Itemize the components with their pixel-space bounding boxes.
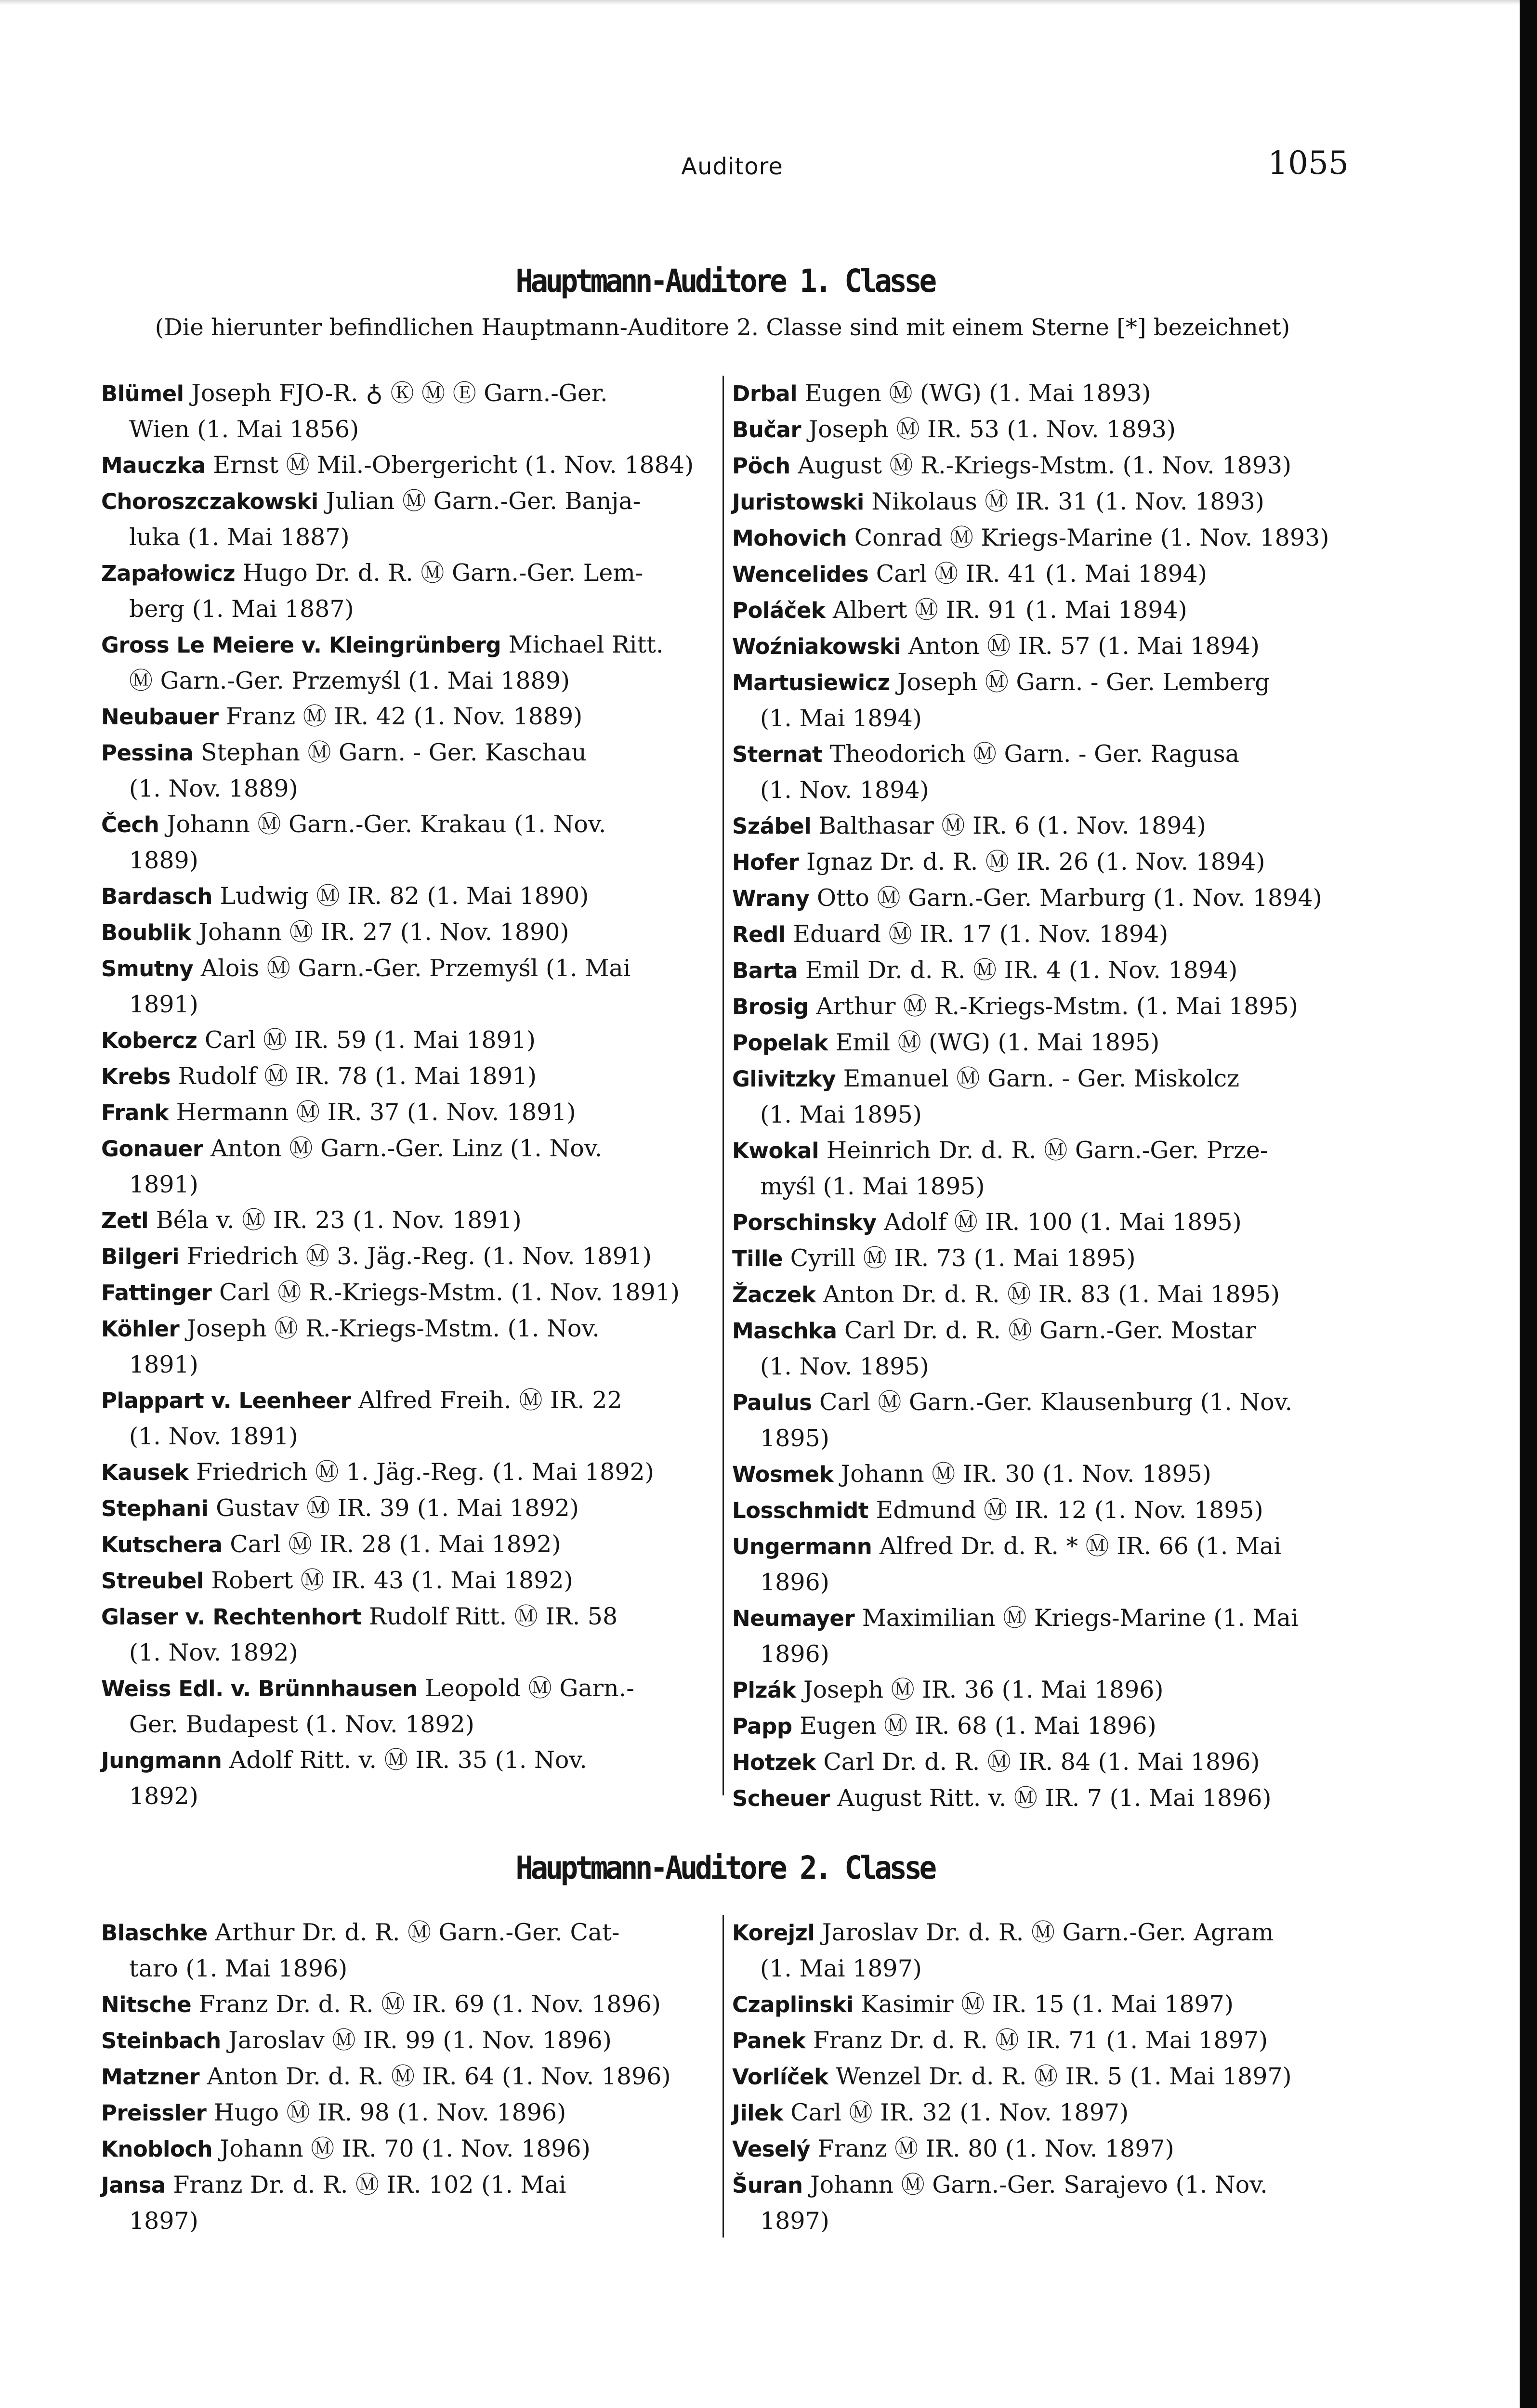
- entry-details: Hermann Ⓜ IR. 37 (1. Nov. 1891): [176, 1099, 576, 1126]
- list-item: [101, 1022, 717, 1059]
- entry-surname: Porschinsky: [732, 1210, 877, 1235]
- list-item: [732, 484, 1348, 520]
- list-item: [101, 1275, 717, 1311]
- entry-surname: Redl: [732, 922, 786, 947]
- entry-surname: Köhler: [101, 1316, 180, 1342]
- entry-details: Alfred Freih. Ⓜ IR. 22: [358, 1387, 622, 1414]
- entry-details: Emanuel Ⓜ Garn. - Ger. Miskolcz: [843, 1065, 1240, 1092]
- entry-surname: Krebs: [101, 1064, 171, 1089]
- entry-details: Friedrich Ⓜ 1. Jäg.-Reg. (1. Mai 1892): [196, 1458, 654, 1486]
- entry-surname: Čech: [101, 812, 159, 838]
- list-item: [732, 844, 1348, 880]
- list-item: [732, 448, 1348, 484]
- entry-details: Carl Ⓜ IR. 28 (1. Mai 1892): [230, 1531, 561, 1558]
- entry-continuation: 1896): [760, 1569, 829, 1596]
- list-item: [101, 484, 717, 555]
- list-item: [732, 1744, 1348, 1780]
- entry-surname: Gonauer: [101, 1136, 203, 1162]
- entry-details: Carl Dr. d. R. Ⓜ Garn.-Ger. Mostar: [844, 1317, 1256, 1344]
- entry-continuation: (1. Mai 1895): [760, 1101, 922, 1128]
- list-item: [732, 1385, 1348, 1456]
- list-item: [732, 1987, 1348, 2023]
- entry-details: Ernst Ⓜ Mil.-Obergericht (1. Nov. 1884): [213, 451, 694, 479]
- entry-details: Rudolf Ritt. Ⓜ IR. 58: [369, 1603, 618, 1630]
- list-item: [101, 1239, 717, 1275]
- list-item: [732, 520, 1348, 556]
- list-item: [732, 412, 1348, 448]
- entry-details: Julian Ⓜ Garn.-Ger. Banja-: [326, 487, 641, 515]
- list-item: [732, 1492, 1348, 1529]
- entry-surname: Panek: [732, 2028, 806, 2054]
- entry-details: Hugo Ⓜ IR. 98 (1. Nov. 1896): [213, 2099, 566, 2126]
- entry-continuation: 1892): [129, 1782, 198, 1810]
- entry-surname: Streubel: [101, 1568, 204, 1594]
- entry-details: Béla v. Ⓜ IR. 23 (1. Nov. 1891): [156, 1206, 522, 1234]
- list-item: [101, 1671, 717, 1742]
- entry-surname: Poláček: [732, 598, 826, 623]
- entry-details: Franz Ⓜ IR. 42 (1. Nov. 1889): [226, 703, 583, 730]
- entry-list-1-left: [101, 376, 717, 1814]
- entry-surname: Vorlíček: [732, 2064, 828, 2090]
- entry-continuation: (1. Nov. 1894): [760, 776, 929, 804]
- entry-surname: Wosmek: [732, 1462, 834, 1487]
- entry-continuation: (1. Nov. 1889): [129, 775, 298, 802]
- entry-continuation: taro (1. Mai 1896): [129, 1955, 348, 1982]
- entry-surname: Bilgeri: [101, 1244, 179, 1269]
- entry-surname: Sternat: [732, 742, 823, 767]
- entry-details: Johann Ⓜ IR. 27 (1. Nov. 1890): [198, 918, 569, 946]
- list-item: [732, 628, 1348, 665]
- entry-details: Carl Ⓜ R.-Kriegs-Mstm. (1. Nov. 1891): [219, 1279, 680, 1306]
- entry-surname: Pöch: [732, 453, 790, 479]
- list-item: [732, 1672, 1348, 1708]
- list-item: [101, 1563, 717, 1599]
- list-item: [732, 916, 1348, 953]
- entry-surname: Barta: [732, 958, 798, 983]
- entry-continuation: (1. Mai 1894): [760, 705, 922, 732]
- list-item: [732, 1025, 1348, 1061]
- entry-surname: Boublik: [101, 920, 191, 945]
- list-item: [101, 915, 717, 951]
- list-item: [101, 1915, 717, 1987]
- entry-surname: Weiss Edl. v. Brünnhausen: [101, 1676, 418, 1701]
- entry-surname: Woźniakowski: [732, 634, 901, 659]
- entry-details: Franz Dr. d. R. Ⓜ IR. 69 (1. Nov. 1896): [198, 1990, 661, 2018]
- entry-surname: Matzner: [101, 2064, 200, 2090]
- list-item: [101, 1131, 717, 1203]
- entry-details: Albert Ⓜ IR. 91 (1. Mai 1894): [832, 596, 1187, 624]
- list-item: [732, 2131, 1348, 2167]
- list-item: [101, 2023, 717, 2059]
- page-number: 1055: [1268, 144, 1349, 182]
- entry-surname: Steinbach: [101, 2028, 221, 2054]
- entry-surname: Jilek: [732, 2100, 783, 2126]
- list-item: [101, 1311, 717, 1383]
- list-item: [732, 556, 1348, 592]
- entry-details: Maximilian Ⓜ Kriegs-Marine (1. Mai: [862, 1604, 1299, 1632]
- list-item: [732, 1456, 1348, 1492]
- entry-details: Franz Dr. d. R. Ⓜ IR. 102 (1. Mai: [173, 2171, 566, 2199]
- entry-details: Eduard Ⓜ IR. 17 (1. Nov. 1894): [793, 920, 1169, 948]
- entry-details: Jaroslav Dr. d. R. Ⓜ Garn.-Ger. Agram: [822, 1919, 1274, 1946]
- entry-surname: Maschka: [732, 1318, 837, 1344]
- entry-details: Alfred Dr. d. R. * Ⓜ IR. 66 (1. Mai: [879, 1532, 1281, 1560]
- list-item: [101, 1383, 717, 1454]
- entry-continuation: Ⓜ Garn.-Ger. Przemyśl (1. Mai 1889): [129, 667, 570, 694]
- entry-details: Franz Ⓜ IR. 80 (1. Nov. 1897): [817, 2135, 1174, 2162]
- list-item: [101, 447, 717, 484]
- entry-surname: Korejzl: [732, 1920, 815, 1946]
- entry-surname: Bučar: [732, 417, 801, 443]
- entry-details: Carl Ⓜ IR. 41 (1. Mai 1894): [876, 560, 1207, 588]
- list-item: [732, 2167, 1348, 2239]
- entry-surname: Šuran: [732, 2172, 803, 2198]
- entry-continuation: 1896): [760, 1640, 829, 1668]
- entry-details: Carl Ⓜ Garn.-Ger. Klausenburg (1. Nov.: [819, 1388, 1293, 1416]
- entry-details: Cyrill Ⓜ IR. 73 (1. Mai 1895): [790, 1244, 1136, 1272]
- list-item: [732, 1915, 1348, 1987]
- entry-details: Johann Ⓜ Garn.-Ger. Krakau (1. Nov.: [166, 811, 606, 838]
- entry-surname: Neubauer: [101, 704, 219, 730]
- list-item: [101, 878, 717, 915]
- entry-details: Joseph Ⓜ IR. 36 (1. Mai 1896): [803, 1676, 1164, 1703]
- entry-list-2-right: [732, 1915, 1348, 2239]
- entry-details: Emil Ⓜ (WG) (1. Mai 1895): [835, 1029, 1160, 1056]
- entry-continuation: (1. Nov. 1892): [129, 1639, 298, 1666]
- list-item: [101, 699, 717, 735]
- entry-surname: Knobloch: [101, 2136, 213, 2162]
- entry-surname: Neumayer: [732, 1606, 855, 1631]
- entry-details: Ignaz Dr. d. R. Ⓜ IR. 26 (1. Nov. 1894): [806, 848, 1265, 876]
- entry-surname: Szábel: [732, 813, 812, 839]
- entry-surname: Czaplinski: [732, 1992, 854, 2017]
- list-item: [732, 1600, 1348, 1672]
- entry-surname: Bardasch: [101, 884, 212, 909]
- entry-details: Franz Dr. d. R. Ⓜ IR. 71 (1. Mai 1897): [813, 2027, 1268, 2054]
- list-item: [732, 1708, 1348, 1744]
- section-note-1: (Die hierunter befindlichen Hauptmann-Auditore 2. Classe sind mit einem Sterne [*] bezeichnet): [155, 314, 1290, 341]
- list-item: [732, 1133, 1348, 1204]
- entry-details: Balthasar Ⓜ IR. 6 (1. Nov. 1894): [818, 812, 1206, 839]
- entry-surname: Tille: [732, 1246, 783, 1271]
- entry-details: Emil Dr. d. R. Ⓜ IR. 4 (1. Nov. 1894): [805, 956, 1238, 984]
- entry-details: Stephan Ⓜ Garn. - Ger. Kaschau: [200, 739, 587, 766]
- entry-surname: Wencelides: [732, 562, 869, 587]
- list-item: [101, 2131, 717, 2167]
- entry-continuation: Ger. Budapest (1. Nov. 1892): [129, 1711, 474, 1738]
- list-item: [732, 665, 1348, 736]
- list-item: [101, 2059, 717, 2095]
- entry-details: Arthur Dr. d. R. Ⓜ Garn.-Ger. Cat-: [215, 1919, 620, 1946]
- entry-surname: Mohovich: [732, 525, 847, 551]
- entry-details: Johann Ⓜ Garn.-Ger. Sarajevo (1. Nov.: [810, 2171, 1268, 2199]
- entry-surname: Veselý: [732, 2136, 810, 2162]
- entry-details: Edmund Ⓜ IR. 12 (1. Nov. 1895): [876, 1496, 1263, 1524]
- entry-details: Carl Ⓜ IR. 32 (1. Nov. 1897): [790, 2099, 1129, 2126]
- entry-surname: Losschmidt: [732, 1498, 868, 1523]
- list-item: [732, 2059, 1348, 2095]
- entry-details: Arthur Ⓜ R.-Kriegs-Mstm. (1. Mai 1895): [816, 993, 1298, 1020]
- section-heading-2: Hauptmann-Auditore 2. Classe: [515, 1849, 934, 1886]
- entry-surname: Plzák: [732, 1677, 796, 1703]
- entry-surname: Gross Le Meiere v. Kleingrünberg: [101, 632, 501, 658]
- entry-details: Anton Ⓜ Garn.-Ger. Linz (1. Nov.: [210, 1135, 603, 1162]
- entry-surname: Glaser v. Rechtenhort: [101, 1604, 362, 1630]
- section-heading-1: Hauptmann-Auditore 1. Classe: [515, 262, 934, 300]
- entry-continuation: (1. Mai 1897): [760, 1955, 922, 1982]
- entry-continuation: 1891): [129, 991, 198, 1018]
- entry-details: Jaroslav Ⓜ IR. 99 (1. Nov. 1896): [228, 2027, 612, 2054]
- list-item: [732, 1241, 1348, 1277]
- list-item: [101, 1742, 717, 1814]
- entry-surname: Hotzek: [732, 1750, 816, 1775]
- entry-continuation: berg (1. Mai 1887): [129, 595, 354, 623]
- entry-surname: Ungermann: [732, 1534, 872, 1559]
- entry-surname: Brosig: [732, 994, 809, 1020]
- entry-details: Eugen Ⓜ IR. 68 (1. Mai 1896): [800, 1712, 1156, 1740]
- entry-surname: Drbal: [732, 381, 798, 406]
- entry-details: Johann Ⓜ IR. 30 (1. Nov. 1895): [841, 1460, 1211, 1488]
- entry-continuation: 1895): [760, 1425, 829, 1452]
- list-item: [101, 1491, 717, 1527]
- list-item: [732, 953, 1348, 989]
- entry-surname: Papp: [732, 1714, 792, 1739]
- entry-surname: Kausek: [101, 1460, 189, 1485]
- entry-details: Leopold Ⓜ Garn.-: [425, 1675, 634, 1702]
- entry-details: Alois Ⓜ Garn.-Ger. Przemyśl (1. Mai: [200, 955, 631, 982]
- list-item: [101, 1454, 717, 1491]
- entry-surname: Zapałowicz: [101, 561, 236, 586]
- list-item: [101, 2095, 717, 2131]
- entry-surname: Scheuer: [732, 1786, 830, 1811]
- list-item: [732, 1313, 1348, 1385]
- entry-details: Ludwig Ⓜ IR. 82 (1. Mai 1890): [220, 882, 589, 910]
- entry-details: Adolf Ⓜ IR. 100 (1. Mai 1895): [884, 1208, 1242, 1236]
- scan-edge: [1520, 0, 1537, 2408]
- entry-details: August Ⓜ R.-Kriegs-Mstm. (1. Nov. 1893): [798, 452, 1292, 479]
- entry-details: Heinrich Dr. d. R. Ⓜ Garn.-Ger. Prze-: [826, 1137, 1268, 1164]
- entry-surname: Wrany: [732, 886, 810, 911]
- entry-surname: Kutschera: [101, 1532, 223, 1557]
- entry-details: Theodorich Ⓜ Garn. - Ger. Ragusa: [829, 740, 1239, 768]
- entry-continuation: (1. Nov. 1895): [760, 1353, 929, 1380]
- list-item: [732, 592, 1348, 628]
- list-item: [732, 1529, 1348, 1600]
- entry-surname: Juristowski: [732, 489, 864, 515]
- list-item: [732, 880, 1348, 916]
- entry-details: Rudolf Ⓜ IR. 78 (1. Mai 1891): [178, 1062, 537, 1090]
- entry-details: Joseph Ⓜ IR. 53 (1. Nov. 1893): [808, 416, 1176, 443]
- entry-surname: Hofer: [732, 850, 799, 875]
- entry-list-1-right: [732, 376, 1348, 1817]
- entry-details: Carl Ⓜ IR. 59 (1. Mai 1891): [204, 1026, 536, 1054]
- running-title: Auditore: [681, 153, 783, 180]
- entry-surname: Preissler: [101, 2100, 207, 2126]
- entry-list-2-left: [101, 1915, 717, 2239]
- entry-details: Friedrich Ⓜ 3. Jäg.-Reg. (1. Nov. 1891): [186, 1243, 652, 1270]
- list-item: [732, 376, 1348, 412]
- list-item: [732, 2023, 1348, 2059]
- entry-surname: Fattinger: [101, 1280, 212, 1306]
- list-item: [732, 1061, 1348, 1133]
- entry-surname: Žaczek: [732, 1282, 816, 1308]
- list-item: [732, 2095, 1348, 2131]
- column-divider-1: [723, 376, 724, 1795]
- entry-continuation: Wien (1. Mai 1856): [129, 416, 359, 443]
- entry-surname: Pessina: [101, 740, 194, 766]
- entry-details: Joseph Ⓜ R.-Kriegs-Mstm. (1. Nov.: [186, 1315, 600, 1342]
- entry-details: Michael Ritt.: [508, 631, 664, 658]
- entry-details: Adolf Ritt. v. Ⓜ IR. 35 (1. Nov.: [229, 1746, 587, 1774]
- entry-surname: Paulus: [732, 1390, 812, 1415]
- list-item: [101, 627, 717, 699]
- entry-details: Kasimir Ⓜ IR. 15 (1. Mai 1897): [861, 1990, 1234, 2018]
- entry-details: Anton Dr. d. R. Ⓜ IR. 83 (1. Mai 1895): [823, 1281, 1280, 1308]
- list-item: [101, 376, 717, 447]
- entry-details: Eugen Ⓜ (WG) (1. Mai 1893): [804, 380, 1151, 407]
- list-item: [101, 2167, 717, 2239]
- entry-details: Joseph Ⓜ Garn. - Ger. Lemberg: [897, 668, 1270, 696]
- list-item: [101, 555, 717, 627]
- entry-details: Carl Dr. d. R. Ⓜ IR. 84 (1. Mai 1896): [823, 1748, 1260, 1776]
- entry-surname: Plappart v. Leenheer: [101, 1388, 351, 1413]
- entry-surname: Jansa: [101, 2172, 166, 2198]
- entry-continuation: 1897): [129, 2207, 198, 2235]
- list-item: [101, 1203, 717, 1239]
- entry-continuation: 1897): [760, 2207, 829, 2235]
- entry-surname: Frank: [101, 1100, 169, 1125]
- list-item: [732, 1204, 1348, 1241]
- entry-details: Gustav Ⓜ IR. 39 (1. Mai 1892): [216, 1494, 579, 1522]
- entry-surname: Kwokal: [732, 1138, 819, 1164]
- entry-surname: Glivitzky: [732, 1066, 836, 1092]
- entry-surname: Popelak: [732, 1030, 828, 1056]
- entry-surname: Zetl: [101, 1208, 149, 1233]
- entry-details: Otto Ⓜ Garn.-Ger. Marburg (1. Nov. 1894): [816, 884, 1322, 912]
- list-item: [101, 1527, 717, 1563]
- entry-surname: Smutny: [101, 956, 194, 982]
- entry-details: Wenzel Dr. d. R. Ⓜ IR. 5 (1. Mai 1897): [836, 2063, 1292, 2090]
- entry-details: Johann Ⓜ IR. 70 (1. Nov. 1896): [220, 2135, 591, 2162]
- entry-surname: Stephani: [101, 1496, 209, 1521]
- list-item: [101, 951, 717, 1022]
- list-item: [732, 1780, 1348, 1817]
- entry-details: Hugo Dr. d. R. Ⓜ Garn.-Ger. Lem-: [242, 559, 644, 587]
- entry-surname: Choroszczakowski: [101, 489, 318, 514]
- list-item: [101, 735, 717, 807]
- list-item: [732, 736, 1348, 808]
- entry-continuation: 1891): [129, 1171, 198, 1198]
- entry-continuation: myśl (1. Mai 1895): [760, 1173, 985, 1200]
- entry-details: Nikolaus Ⓜ IR. 31 (1. Nov. 1893): [871, 488, 1264, 515]
- entry-details: Joseph FJO-R. ♁ Ⓚ Ⓜ Ⓔ Garn.-Ger.: [191, 380, 608, 407]
- entry-surname: Nitsche: [101, 1992, 192, 2017]
- entry-details: August Ritt. v. Ⓜ IR. 7 (1. Mai 1896): [837, 1784, 1272, 1812]
- list-item: [101, 1095, 717, 1131]
- column-divider-2: [723, 1915, 724, 2238]
- entry-continuation: 1891): [129, 1351, 198, 1378]
- scan-top-rule: [0, 0, 1520, 5]
- list-item: [732, 1277, 1348, 1313]
- entry-surname: Martusiewicz: [732, 670, 890, 695]
- entry-surname: Kobercz: [101, 1028, 197, 1053]
- entry-details: Robert Ⓜ IR. 43 (1. Mai 1892): [211, 1567, 573, 1594]
- list-item: [101, 1987, 717, 2023]
- entry-details: Anton Ⓜ IR. 57 (1. Mai 1894): [908, 632, 1260, 660]
- list-item: [732, 989, 1348, 1025]
- list-item: [101, 807, 717, 878]
- entry-surname: Blümel: [101, 381, 184, 406]
- entry-details: Conrad Ⓜ Kriegs-Marine (1. Nov. 1893): [854, 524, 1329, 551]
- list-item: [101, 1059, 717, 1095]
- entry-surname: Blaschke: [101, 1920, 208, 1946]
- entry-surname: Jungmann: [101, 1748, 222, 1773]
- entry-continuation: (1. Nov. 1891): [129, 1423, 298, 1450]
- entry-continuation: luka (1. Mai 1887): [129, 523, 350, 551]
- entry-continuation: 1889): [129, 847, 198, 874]
- entry-details: Anton Dr. d. R. Ⓜ IR. 64 (1. Nov. 1896): [207, 2063, 671, 2090]
- list-item: [101, 1599, 717, 1671]
- list-item: [732, 808, 1348, 844]
- entry-surname: Mauczka: [101, 453, 206, 478]
